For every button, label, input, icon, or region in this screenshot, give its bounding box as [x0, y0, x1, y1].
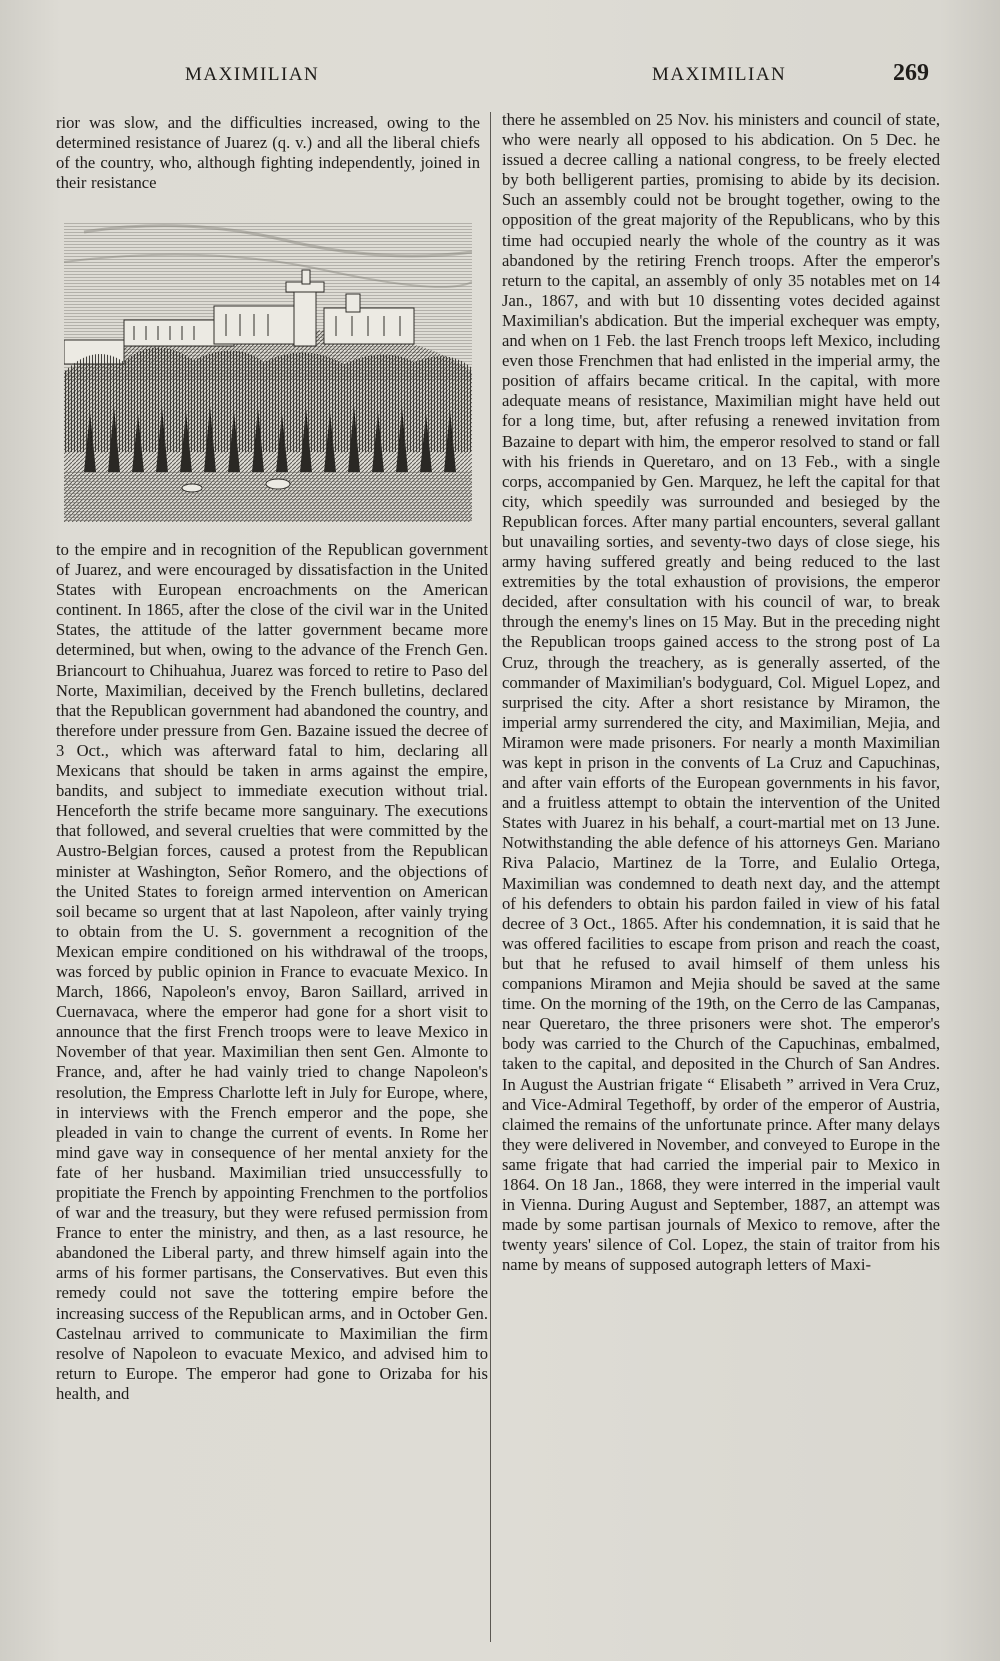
page-number: 269 [893, 60, 929, 86]
running-head-left: MAXIMILIAN [185, 64, 320, 85]
column-divider [490, 112, 491, 1642]
left-column-bottom [56, 540, 488, 1640]
castle-engraving-illustration [64, 222, 472, 522]
right-column [502, 110, 940, 1650]
right-column-text: there he assembled on 25 Nov. his ministers and council of state, who were nearly all opposed to his abdication. On 5 Dec. he issued a decree calling a national congress, to be freely elected by both belligerent parties, promising to abide by its decision. Such an assembly could not be brought together, owing to the opposition of the great majority of the Republicans, who by this time had occupied nearly the whole of the country as it was abandoned by the retiring French troops. After the emperor's return to the capital, an assembly of only 35 notables met on 14 Jan., 1867, and with but 10 dissenting votes decided against Maximilian's abdication. But the imperial exchequer was empty, and when on 1 Feb. the last French troops left Mexico, including even those Frenchmen that had enlisted in the imperial army, the position of affairs became critical. In the capital, with more adequate means of resistance, Maximilian might have held out for a long time, but, after refusing a renewed invitation from Bazaine to depart with him, the emperor resolved to stand or fall with his friends in Queretaro, and on 13 Feb., with a single corps, accompanied by Gen. Marquez, he left the capital for that city, which speedily was surrounded and besieged by the Republican forces. After many partial encounters, several gallant but unavailing sorties, and seventy-two days of close siege, his army having suffered greatly and being reduced to the last extremities by the total exhaustion of provisions, the emperor decided, after consultation with his council of war, to break through the enemy's lines on 15 May. But in the preceding night the Republican troops gained access to the strong post of La Cruz, through the treachery, as is generally asserted, of the commander of Maximilian's bodyguard, Col. Miguel Lopez, and surprised the city. After a short resistance by Miramon, the imperial army surrendered the city, and Maximilian, Mejia, and Miramon were made prisoners. For nearly a month Maximilian was kept in prison in the convents of La Cruz and Capuchinas, and after vain efforts of the European governments in his favor, and a fruitless attempt to obtain the intervention of the United States with Juarez in his behalf, a court-martial met on 13 June. Notwithstanding the able defence of his attorneys Gen. Mariano Riva Palacio, Martinez de la Torre, and Eulalio Ortega, Maximilian was condemned to death next day, and the attempt of his defenders to obtain his pardon failed in view of his fatal decree of 3 Oct., 1865. After his condemnation, it is said that he was offered facilities to escape from prison and reach the coast, but that he refused to avail himself of them unless his companions Miramon and Mejia should be saved at the same time. On the morning of the 19th, on the Cerro de las Campanas, near Queretaro, the three prisoners were shot. The emperor's body was carried to the Church of the Capuchinas, embalmed, taken to the capital, and deposited in the Church of San Andres. In August the Austrian frigate “ Elisabeth ” arrived in Vera Cruz, and Vice-Admiral Tegethoff, by order of the emperor of Austria, claimed the remains of the unfortunate prince. After many delays they were delivered in November, and conveyed to Europe in the same frigate that had carried the imperial pair to Mexico in 1864. On 18 Jan., 1868, they were interred in the imperial vault in Vienna. During August and September, 1887, an attempt was made by some partisan journals of Mexico to remove, after the twenty years' silence of Col. Lopez, the stain of traitor from his name by means of supposed autograph letters of Maxi- [502, 110, 940, 1275]
left-column-top-text: rior was slow, and the difficulties increased, owing to the determined resistance of Juarez (q. v.) and all the liberal chiefs of the country, who, although fighting independently, joined in their resistance [56, 113, 480, 193]
left-column-top [56, 113, 480, 193]
running-head-right: MAXIMILIAN [652, 64, 787, 85]
left-column-bottom-text: to the empire and in recognition of the Republican government of Juarez, and were encouraged by dissatisfaction in the United States with European encroachments on the American continent. In 1865, after the close of the civil war in the United States, the attitude of the latter government became more determined, but when, owing to the advance of the French Gen. Briancourt to Chihuahua, Juarez was forced to retire to Paso del Norte, Maximilian, deceived by the French bulletins, declared that the Republican government had abandoned the country, and therefore under pressure from Gen. Bazaine issued the decree of 3 Oct., which was afterward fatal to him, declaring all Mexicans that should be taken in arms against the empire, bandits, and subject to immediate execution without trial. Henceforth the strife became more sanguinary. The executions that followed, and several cruelties that were committed by the Austro-Belgian forces, caused a protest from the Republican minister at Washington, Señor Romero, and the objections of the United States to foreign armed intervention on American soil became so urgent that at last Napoleon, after vainly trying to obtain from the U. S. government a recognition of the Mexican empire conditioned on his withdrawal of the troops, was forced by public opinion in France to evacuate Mexico. In March, 1866, Napoleon's envoy, Baron Saillard, arrived in Cuernavaca, where the emperor had gone for a short visit to announce that the first French troops were to leave Mexico in November of that year. Maximilian then sent Gen. Almonte to France, and, after he had vainly tried to change Napoleon's resolution, the Empress Charlotte left in July for Europe, where, in interviews with the French emperor and the pope, she pleaded in vain to change the current of events. In Rome her mind gave way in consequence of her mental anxiety for the fate of her husband. Maximilian tried unsuccessfully to propitiate the French by appointing Frenchmen to the portfolios of war and the treasury, but they were refused permission from France to enter the ministry, and then, as a last resource, he abandoned the Liberal party, and threw himself again into the arms of his former partisans, the Conservatives. But even this remedy could not save the tottering empire before the increasing success of the Republican arms, and in October Gen. Castelnau arrived to communicate to Maximilian the firm resolve of Napoleon to evacuate Mexico, and advised him to return to Europe. The emperor had gone to Orizaba for his health, and [56, 540, 488, 1403]
